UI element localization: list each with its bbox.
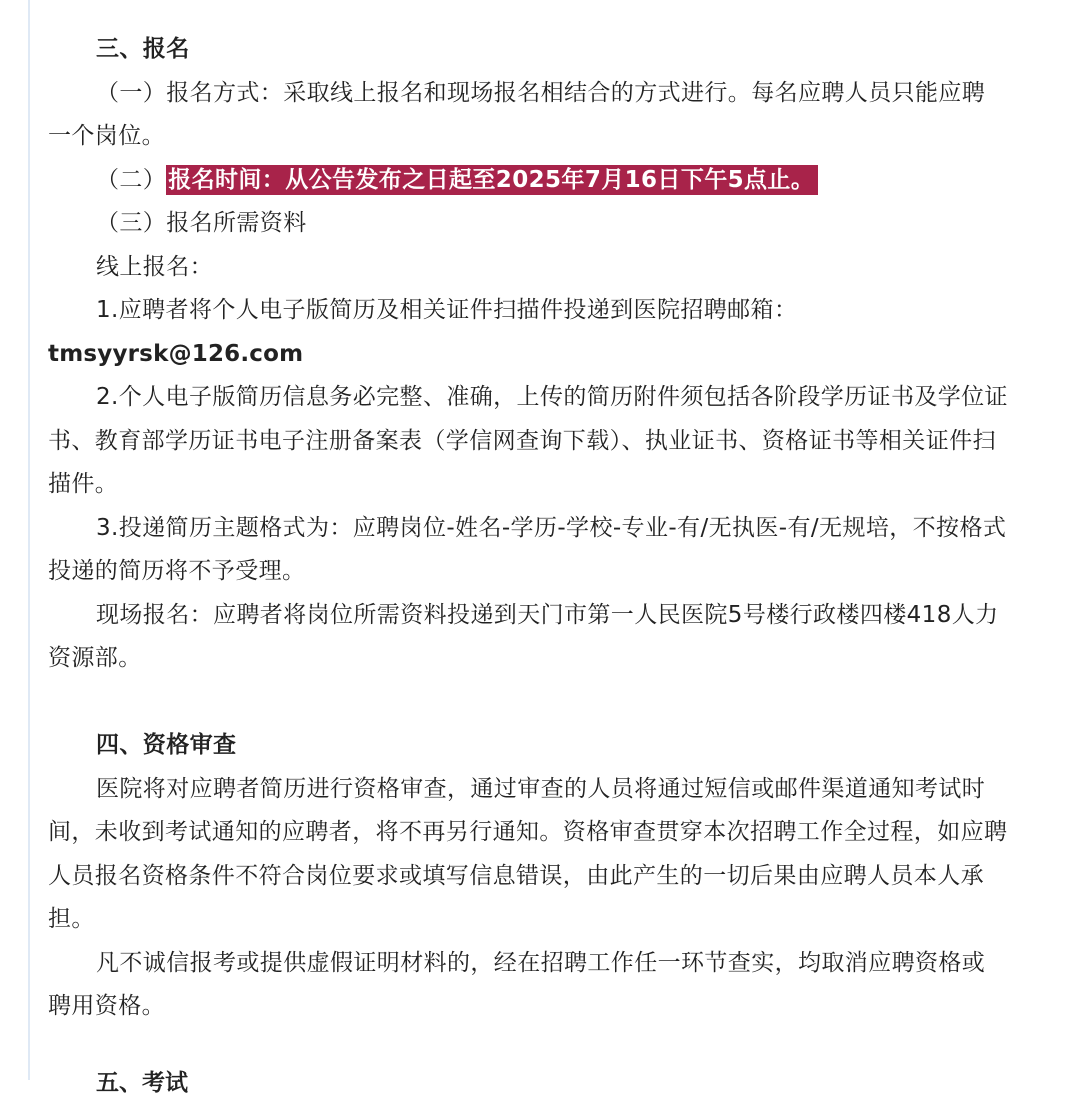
document-body [48, 28, 1008, 1029]
left-border-rule [28, 0, 30, 1080]
section-4-heading: 四、资格审查 [96, 732, 237, 758]
online-registration-label: 线上报名： [96, 253, 213, 280]
registration-method: （一）报名方式：采取线上报名和现场报名相结合的方式进行。每名应聘人员只能应聘一个岗位。 [48, 79, 986, 149]
recruitment-email: tmsyyrsk@126.com [48, 340, 304, 367]
section-5-heading: 五、考试 [96, 1070, 188, 1096]
online-step-3: 3.投递简历主题格式为：应聘岗位-姓名-学历-学校-专业-有/无执医-有/无规培，不按格式投递的简历将不予受理。 [48, 514, 1007, 584]
section-spacer [48, 681, 1008, 725]
qualification-review-paragraph: 医院将对应聘者简历进行资格审查，通过审查的人员将通过短信或邮件渠道通知考试时间，未收到考试通知的应聘者，将不再另行通知。资格审查贯穿本次招聘工作全过程，如应聘人员报名资格条件不符合岗位要求或填写信息错误，由此产生的一切后果由应聘人员本人承担。 [48, 775, 1008, 932]
required-materials: （三）报名所需资料 [96, 210, 307, 236]
onsite-registration: 现场报名：应聘者将岗位所需资料投递到天门市第一人民医院5号楼行政楼四楼418人力资源部。 [48, 601, 999, 671]
registration-time [48, 159, 1008, 203]
section-3-heading: 三、报名 [96, 36, 190, 62]
online-step-2: 2.个人电子版简历信息务必完整、准确，上传的简历附件须包括各阶段学历证书及学位证书、教育部学历证书电子注册备案表（学信网查询下载）、执业证书、资格证书等相关证件扫描件。 [48, 384, 1008, 497]
registration-time-prefix: （二） [96, 166, 167, 193]
integrity-paragraph: 凡不诚信报考或提供虚假证明材料的，经在招聘工作任一环节查实，均取消应聘资格或聘用资格。 [48, 949, 986, 1019]
online-step-1: 1.应聘者将个人电子版简历及相关证件扫描件投递到医院招聘邮箱： [96, 297, 798, 323]
registration-time-highlight: 报名时间：从公告发布之日起至2025年7月16日下午5点止。 [166, 165, 818, 195]
